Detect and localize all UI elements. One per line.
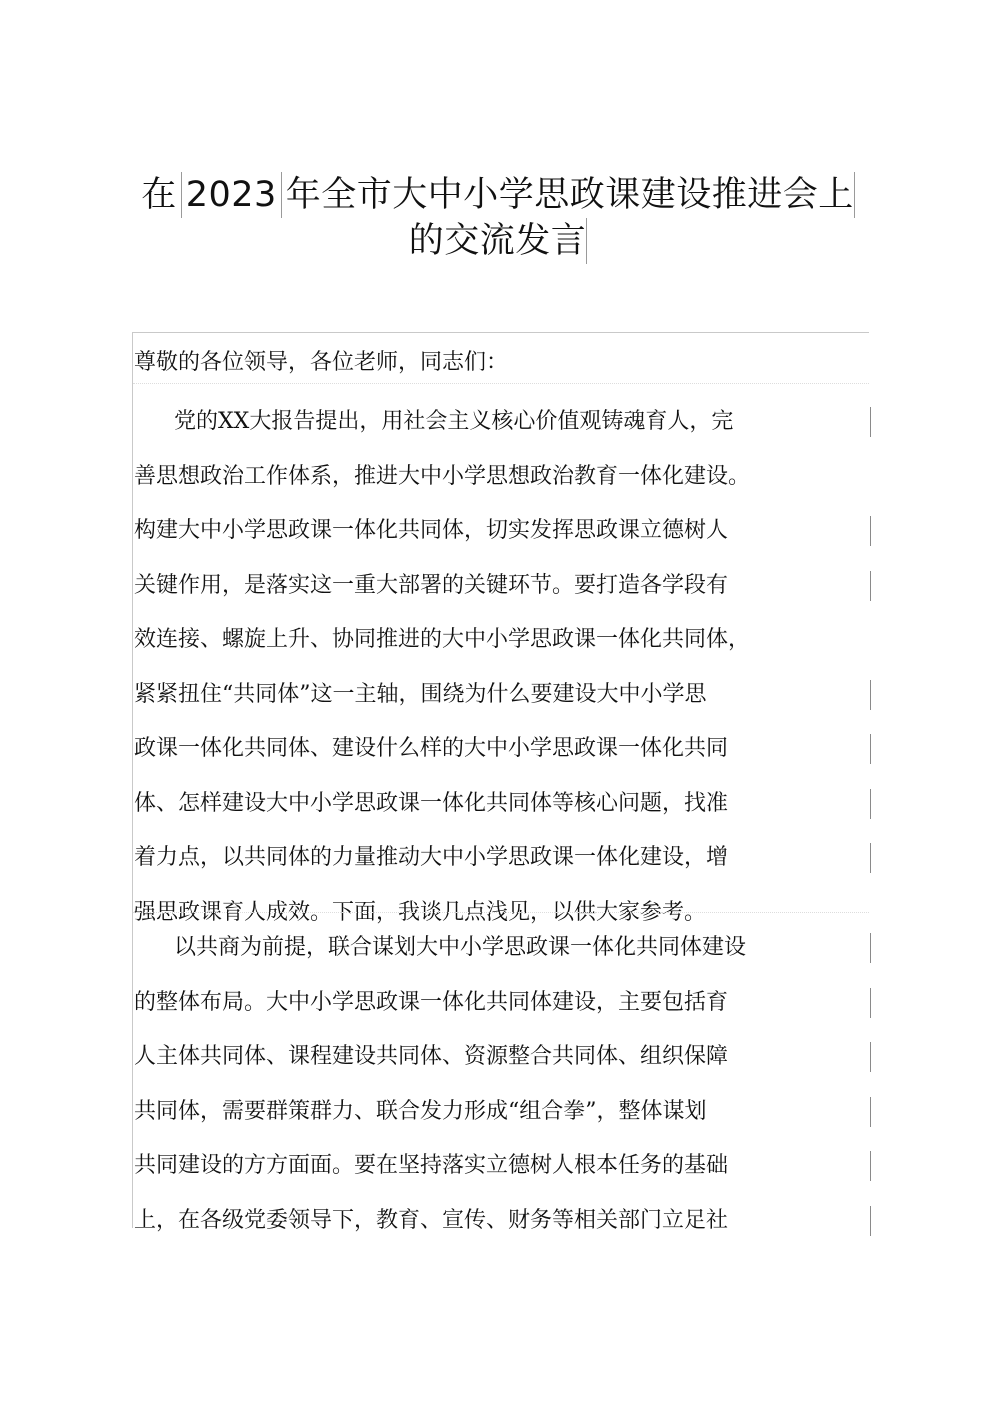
line-text: 效连接、螺旋上升、协同推进的大中小学思政课一体化共同体， (134, 627, 751, 652)
line-text: 人主体共同体、课程建设共同体、资源整合共同体、组织保障 (134, 1044, 729, 1069)
line-end-mark (870, 843, 871, 873)
line-text: 构建大中小学思政课一体化共同体，切实发挥思政课立德树人 (134, 518, 729, 543)
paragraph-2 (134, 921, 869, 1248)
salutation: 尊敬的各位领导，各位老师，同志们： (134, 350, 509, 375)
text-line (134, 1139, 869, 1194)
line-text: 共同建设的方方面面。要在坚持落实立德树人根本任务的基础 (134, 1153, 729, 1178)
text-line (134, 1030, 869, 1085)
line-text: 以共商为前提，联合谋划大中小学思政课一体化共同体建设 (174, 935, 747, 960)
text-line (134, 777, 869, 832)
text-line (134, 395, 869, 450)
text-line (134, 450, 869, 505)
text-line (134, 831, 869, 886)
line-text: 体、怎样建设大中小学思政课一体化共同体等核心问题，找准 (134, 790, 729, 816)
text-line (134, 722, 869, 777)
line-separator (133, 383, 869, 384)
title-segment: 2023 (186, 172, 282, 218)
line-text: 强思政课育人成效。下面，我谈几点浅见，以供大家参考。 (134, 899, 707, 925)
line-text: 党的XX大报告提出，用社会主义核心价值观铸魂育人，完 (174, 409, 734, 434)
text-line (134, 613, 869, 668)
line-text: 紧紧扭住“共同体”这一主轴，围绕为什么要建设大中小学思 (134, 681, 707, 707)
line-text: 上，在各级党委领导下，教育、宣传、财务等相关部门立足社 (134, 1207, 729, 1233)
line-separator (133, 912, 869, 913)
line-text: 共同体，需要群策群力、联合发力形成“组合拳”，整体谋划 (134, 1098, 707, 1124)
text-line (134, 1085, 869, 1140)
title-segment: 的交流发言 (409, 218, 588, 264)
title-line-2 (120, 218, 880, 264)
line-end-mark (870, 571, 871, 601)
text-line (134, 1194, 869, 1249)
line-end-mark (870, 933, 871, 963)
line-end-mark (870, 789, 871, 819)
line-end-mark (870, 1151, 871, 1181)
document-title (120, 172, 880, 264)
line-end-mark (870, 407, 871, 437)
text-line (134, 921, 869, 976)
line-end-mark (870, 516, 871, 546)
line-text: 着力点，以共同体的力量推动大中小学思政课一体化建设，增 (134, 845, 729, 870)
line-end-mark (870, 988, 871, 1018)
line-end-mark (870, 734, 871, 764)
line-text: 政课一体化共同体、建设什么样的大中小学思政课一体化共同 (134, 736, 729, 761)
line-end-mark (870, 1042, 871, 1072)
title-segment: 年全市大中小学思政课建设推进会上 (286, 172, 855, 218)
line-end-mark (870, 1097, 871, 1127)
paragraph-1 (134, 395, 869, 940)
line-end-mark (870, 680, 871, 710)
line-text: 的整体布局。大中小学思政课一体化共同体建设，主要包括育 (134, 989, 729, 1015)
title-segment: 在 (141, 172, 182, 218)
text-line (134, 504, 869, 559)
line-end-mark (870, 1206, 871, 1236)
text-line (134, 668, 869, 723)
title-line-1 (120, 172, 880, 218)
text-line (134, 559, 869, 614)
line-text: 关键作用，是落实这一重大部署的关键环节。要打造各学段有 (134, 572, 729, 598)
line-text: 善思想政治工作体系，推进大中小学思想政治教育一体化建设。 (134, 463, 751, 489)
text-line (134, 976, 869, 1031)
